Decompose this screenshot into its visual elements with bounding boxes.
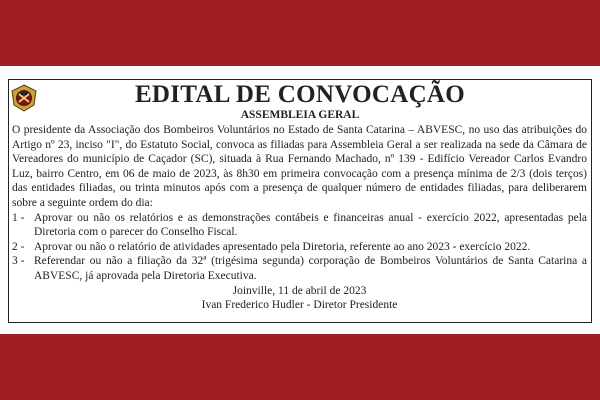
notice-subtitle: ASSEMBLEIA GERAL: [240, 109, 360, 121]
agenda-item: [12, 240, 587, 255]
notice-body: [12, 123, 587, 313]
notice-box: [8, 79, 592, 323]
agenda-item: [12, 254, 587, 283]
agenda-item-number: 1 -: [12, 211, 25, 224]
agenda-item-text: Aprovar ou não o relatório de atividades apresentado pela Diretoria, referente ao ano 2023 - exercício 2022.: [34, 240, 531, 253]
intro-paragraph: O presidente da Associação dos Bombeiros Voluntários no Estado de Santa Catarina – ABVESC, no uso das atribuições do Artigo nº 23, inciso "I", do Estatuto Social, convoca as filiadas para Assembleia Geral a ser realizada na sede da Câmara de Vereadores do município de Caçador (SC), situada à Rua Fernando Machado, nº 139 - Edifício Vereador Carlos Evandro Luz, bairro Centro, em 06 de maio de 2023, às 8h30 em primeira convocação com a presença mínima de 2/3 (dois terços) das entidades filiadas, ou trinta minutos após com a presença de qualquer número de entidades filiadas, para deliberarem sobre a seguinte ordem do dia:: [12, 124, 587, 209]
red-band-top: [0, 0, 600, 66]
agenda-item-number: 3 -: [12, 255, 25, 268]
place-date: Joinville, 11 de abril de 2023: [232, 284, 367, 297]
agenda-item: [12, 211, 587, 240]
agenda-item-text: Aprovar ou não os relatórios e as demonstrações contábeis e financeiras anual - exercício 2022, apresentadas pela Diretoria com o parecer do Conselho Fiscal.: [34, 211, 587, 239]
agenda-item-text: Referendar ou não a filiação da 32ª (trigésima segunda) corporação de Bombeiros Voluntários de Santa Catarina a ABVESC, já aprovada pela Diretoria Executiva.: [34, 255, 587, 282]
notice-title: EDITAL DE CONVOCAÇÃO: [134, 81, 466, 108]
red-band-bottom: [0, 334, 600, 400]
signature: Ivan Frederico Hudler - Diretor Presidente: [201, 299, 398, 312]
agenda-item-number: 2 -: [12, 240, 25, 253]
